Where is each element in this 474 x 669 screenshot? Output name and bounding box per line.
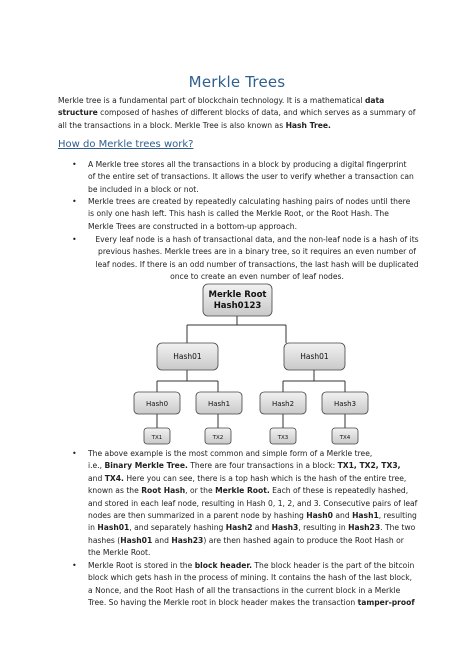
- bullet-item: [88, 560, 433, 610]
- bold-span: Hash23: [348, 523, 381, 533]
- text-span: in: [88, 523, 98, 533]
- bullet-dot: •: [72, 160, 77, 169]
- intro-text: Merkle tree is a fundamental part of blockchain technology. It is a mathematical: [58, 96, 365, 105]
- text-span: Each of these is repeatedly hashed,: [269, 486, 409, 496]
- intro-text: composed of hashes of different blocks of data, and which serves as a summary of: [97, 108, 416, 118]
- bullet-line: [88, 498, 433, 510]
- tx1-label: TX1: [151, 435, 163, 441]
- text-span: and stored in each leaf node, resulting in Hash 0, 1, 2, and 3. Consecutive pairs of leaf: [88, 498, 418, 508]
- bullet-line: previous hashes. Merkle trees are in a binary tree, so it requires an even number of: [98, 247, 416, 257]
- text-span: known as the: [88, 486, 142, 496]
- bullet-line: [88, 460, 433, 472]
- bold-span: TX1, TX2, TX3,: [337, 461, 401, 471]
- tx3-label: TX3: [277, 435, 289, 441]
- text-span: a Nonce, and the Root Hash of all the transactions in the current block in a Merkle: [88, 585, 401, 595]
- bullet-line: [88, 560, 433, 572]
- intro-bold-data: data: [364, 96, 385, 105]
- bold-span: Hash01: [120, 535, 153, 545]
- bullet-line: [88, 547, 433, 559]
- bullet-line: once to create an even number of leaf nodes.: [170, 272, 344, 282]
- text-span: and: [152, 535, 172, 545]
- hash01-label-right: Hash01: [300, 352, 329, 361]
- text-span: The above example is the most common and simple form of a Merkle tree,: [88, 449, 373, 458]
- intro-text: all the transactions in a block. Merkle Tree is also known as: [58, 120, 286, 130]
- text-span: The block header is the part of the bitcoin: [251, 561, 415, 570]
- merkle-root-label: Merkle Root: [208, 290, 267, 300]
- bold-span: Hash1: [352, 511, 379, 521]
- bullet-line: of the entire set of transactions. It allows the user to verify whether a transaction can: [88, 172, 414, 182]
- text-span: i.e.,: [88, 461, 105, 471]
- text-span: the Merkle Root.: [88, 548, 151, 558]
- hash1-label: Hash1: [207, 400, 231, 408]
- hash0-label: Hash0: [145, 400, 169, 408]
- bold-span: Binary Merkle Tree.: [104, 461, 188, 471]
- merkle-root-hash: Hash0123: [213, 301, 262, 311]
- bold-span: tamper-proof: [357, 598, 415, 608]
- bullet-dot: •: [72, 561, 77, 570]
- bullet-line: [88, 535, 433, 547]
- page-title: Merkle Trees: [188, 73, 286, 91]
- bullet-line: [88, 522, 433, 534]
- intro-bold-hash-tree: Hash Tree.: [285, 120, 331, 130]
- hash3-label: Hash3: [333, 400, 357, 408]
- bold-span: TX4.: [104, 473, 124, 483]
- bullet-line: [88, 510, 433, 522]
- text-span: . The two: [380, 523, 416, 533]
- bullet-line: [88, 585, 433, 597]
- bold-span: Hash2: [225, 523, 253, 533]
- hash2-label: Hash2: [271, 400, 295, 408]
- text-span: ) are then hashed again to produce the Root Hash or: [203, 535, 404, 545]
- bullet-line: [88, 485, 433, 497]
- tx4-label: TX4: [339, 435, 351, 441]
- bold-span: Hash3: [271, 523, 299, 533]
- bullet-line: leaf nodes. If there is an odd number of transactions, the last hash will be duplicated: [95, 259, 419, 269]
- text-span: , resulting: [378, 511, 417, 521]
- text-span: Here you can see, there is a top hash which is the hash of the entire tree,: [123, 473, 407, 483]
- bold-span: Hash01: [97, 523, 130, 533]
- bullet-dot: •: [72, 197, 77, 206]
- bullet-line: be included in a block or not.: [88, 184, 199, 194]
- intro-bold-structure: structure: [58, 108, 98, 118]
- text-span: , and separately hashing: [129, 523, 226, 533]
- bullet-item: [88, 448, 433, 560]
- bold-span: block header.: [194, 561, 252, 570]
- text-span: , resulting in: [298, 523, 349, 533]
- section-heading: How do Merkle trees work?: [58, 139, 194, 150]
- bold-span: Hash23: [171, 535, 204, 545]
- bullet-line: [88, 597, 433, 609]
- bullet-dot: •: [72, 235, 77, 244]
- bullet-line: is only one hash left. This hash is called the Merkle Root, or the Root Hash. The: [88, 209, 389, 219]
- bullet-line: Merkle Trees are constructed in a bottom-up approach.: [88, 221, 297, 231]
- bold-span: Merkle Root.: [215, 486, 270, 496]
- bullet-line: Every leaf node is a hash of transactional data, and the non-leaf node is a hash of its: [95, 235, 419, 244]
- bullet-line: [88, 448, 433, 460]
- text-span: Merkle Root is stored in the: [88, 561, 195, 570]
- text-span: Tree. So having the Merkle root in block header makes the transaction: [88, 598, 358, 608]
- hash01-label-left: Hash01: [173, 352, 202, 361]
- text-span: hashes (: [88, 535, 121, 545]
- text-span: block which gets hash in the process of mining. It contains the hash of the last block,: [88, 573, 413, 583]
- bullet-line: [88, 572, 433, 584]
- bullet-line: [88, 473, 433, 485]
- bold-span: Hash0: [306, 511, 333, 521]
- bullet-dot: •: [72, 449, 77, 458]
- tx2-label: TX2: [212, 435, 224, 441]
- merkle-root-node: [203, 284, 272, 316]
- bullet-line: Merkle trees are created by repeatedly calculating hashing pairs of nodes until there: [88, 197, 411, 206]
- text-span: , or the: [185, 486, 216, 496]
- text-span: and: [252, 523, 272, 533]
- bold-span: Root Hash: [141, 486, 186, 496]
- text-span: and: [332, 511, 353, 521]
- tree-connectors: [157, 316, 345, 428]
- bullet-line: A Merkle tree stores all the transactions in a block by producing a digital fingerprint: [88, 160, 407, 169]
- text-span: and: [88, 473, 105, 483]
- text-span: There are four transactions in a block:: [187, 461, 338, 471]
- text-span: nodes are then summarized in a parent node by hashing: [88, 511, 307, 521]
